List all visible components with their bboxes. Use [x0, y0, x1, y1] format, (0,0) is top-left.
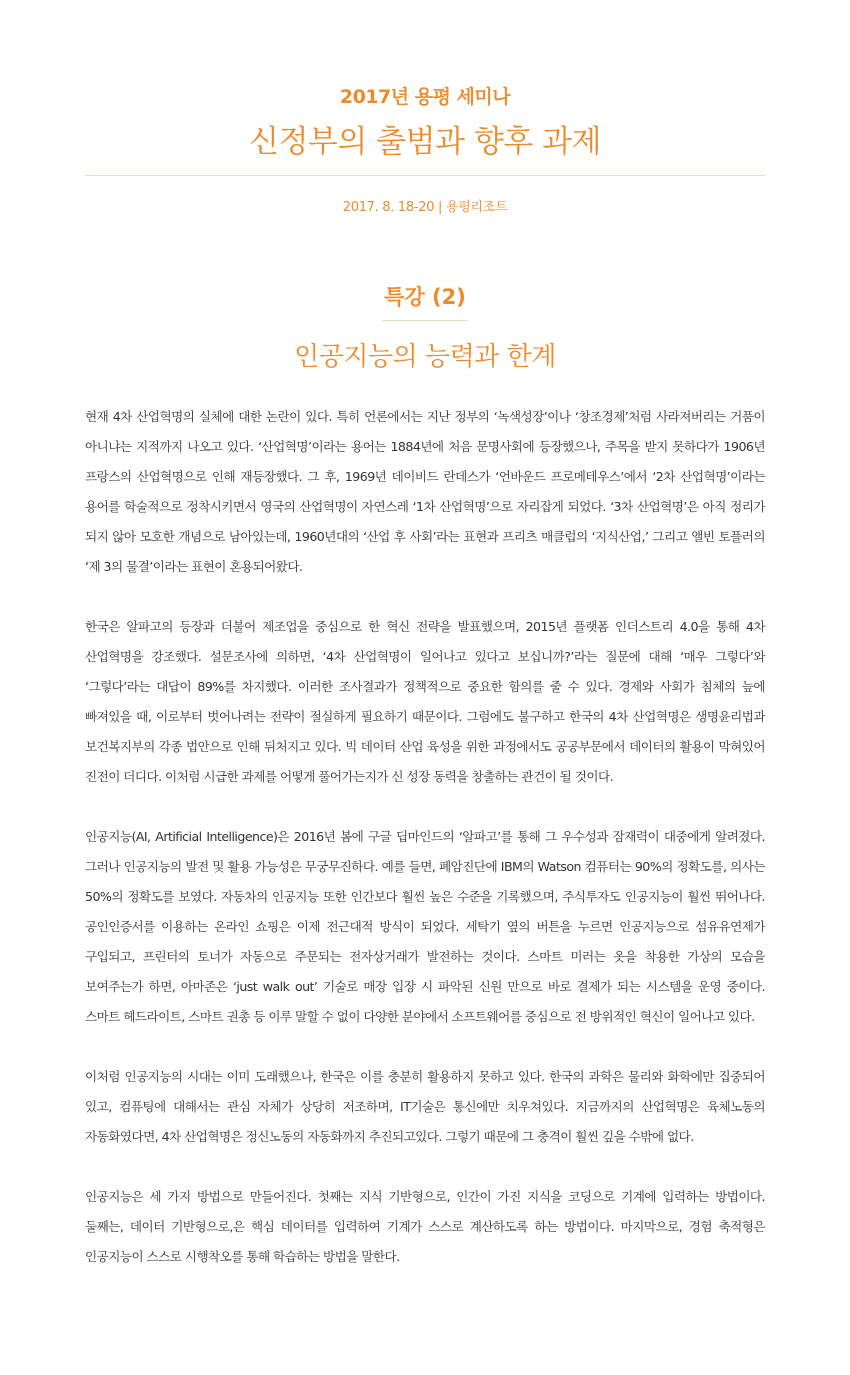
paragraph-3: 인공지능(AI, Artificial Intelligence)은 2016년 봄에 구글 딥마인드의 ‘알파고’를 통해 그 우수성과 잠재력이 대중에게 알려졌다. 그러나 인공지능의 발전 및 활용 가능성은 무궁무진하다. 예를 들면, 폐암진단에 IBM의 Watson 컴퓨터는 90%의 정확도를, 의사는 50%의 정확도를 보였다. 자동차의 인공지능 또한 인간보다 훨씬 높은 수준을 기록했으며, 주식투자도 인공지능이 훨씬 뛰어나다. 공인인증서를 이용하는 온라인 쇼핑은 이제 전근대적 방식이 되었다. 세탁기 옆의 버튼을 누르면 인공지능으로 섬유유연제가 구입되고, 프린터의 토너가 자동으로 주문되는 전자상거래가 발전하는 것이다. 스마트 미러는 옷을 착용한 가상의 모습을 보여주는가 하면, 아마존은 ‘just walk out’ 기술로 매장 입장 시 파악된 신원 만으로 바로 결제가 되는 시스템을 운영 중이다. 스마트 헤드라이트, 스마트 권총 등 이루 말할 수 없이 다양한 분야에서 소프트웨어를 중심으로 전 방위적인 혁신이 일어나고 있다.	[85, 829, 765, 1024]
paragraph-1: 현재 4차 산업혁명의 실체에 대한 논란이 있다. 특히 언론에서는 지난 정부의 ‘녹색성장’이나 ‘창조경제’처럼 사라져버리는 거품이 아니냐는 지적까지 나오고 있다. ‘산업혁명’이라는 용어는 1884년에 처음 문명사회에 등장했으나, 주목을 받지 못하다가 1906년 프랑스의 산업혁명으로 인해 재등장했다. 그 후, 1969년 데이비드 란데스가 ‘언바운드 프로메테우스’에서 ‘2차 산업혁명’이라는 용어를 학술적으로 정착시키면서 영국의 산업혁명이 자연스레 ‘1차 산업혁명’으로 자리잡게 되었다. ‘3차 산업혁명’은 아직 정리가 되지 않아 모호한 개념으로 남아있는데, 1960년대의 ‘산업 후 사회’라는 표현과 프리츠 매클럽의 ‘지식산업,’ 그리고 앨빈 토플러의 ‘제 3의 물결’이라는 표현이 혼용되어왔다.	[85, 409, 765, 574]
lecture-title: 인공지능의 능력과 한계	[294, 342, 556, 372]
paragraph-4: 이처럼 인공지능의 시대는 이미 도래했으나, 한국은 이를 충분히 활용하지 못하고 있다. 한국의 과학은 물리와 화학에만 집중되어 있고, 컴퓨팅에 대해서는 관심 자체가 상당히 저조하며, IT기술은 통신에만 치우쳐있다. 지금까지의 산업혁명은 육체노동의 자동화였다면, 4차 산업혁명은 정신노동의 자동화까지 추진되고있다. 그렇기 때문에 그 충격이 훨씬 깊을 수밖에 없다.	[85, 1069, 765, 1144]
lecture-divider	[382, 320, 468, 321]
event-year: 2017년 용평 세미나	[339, 86, 511, 108]
event-date-venue: 2017. 8. 18-20 | 용평리조트	[342, 200, 508, 215]
paragraph-2: 한국은 알파고의 등장과 더불어 제조업을 중심으로 한 혁신 전략을 발표했으며, 2015년 플랫폼 인더스트리 4.0을 통해 4차 산업혁명을 강조했다. 설문조사에 의하면, ‘4차 산업혁명이 일어나고 있다고 보십니까?’라는 질문에 대해 ‘매우 그렇다’와 ‘그렇다’라는 대답이 89%를 차지했다. 이러한 조사결과가 정책적으로 중요한 함의를 줄 수 있다. 경제와 사회가 침체의 늪에 빠져있을 때, 이로부터 벗어나려는 전략이 절실하게 필요하기 때문이다. 그럼에도 불구하고 한국의 4차 산업혁명은 생명윤리법과 보건복지부의 각종 법안으로 인해 뒤처지고 있다. 빅 데이터 산업 육성을 위한 과정에서도 공공부문에서 데이터의 활용이 막혀있어 진전이 더디다. 이처럼 시급한 과제를 어떻게 풀어가는지가 신 성장 동력을 창출하는 관건이 될 것이다.	[85, 619, 765, 784]
event-title: 신정부의 출범과 향후 과제	[249, 124, 601, 160]
article-body	[85, 402, 765, 1302]
paragraph-5: 인공지능은 세 가지 방법으로 만들어진다. 첫째는 지식 기반형으로, 인간이 가진 지식을 코딩으로 기계에 입력하는 방법이다. 둘째는, 데이터 기반형으로,은 핵심 데이터를 입력하여 기계가 스스로 계산하도록 하는 방법이다. 마지막으로, 경험 축적형은 인공지능이 스스로 시행착오를 통해 학습하는 방법을 말한다.	[85, 1189, 765, 1264]
lecture-label: 특강 (2)	[384, 285, 466, 309]
header-divider	[85, 175, 765, 176]
